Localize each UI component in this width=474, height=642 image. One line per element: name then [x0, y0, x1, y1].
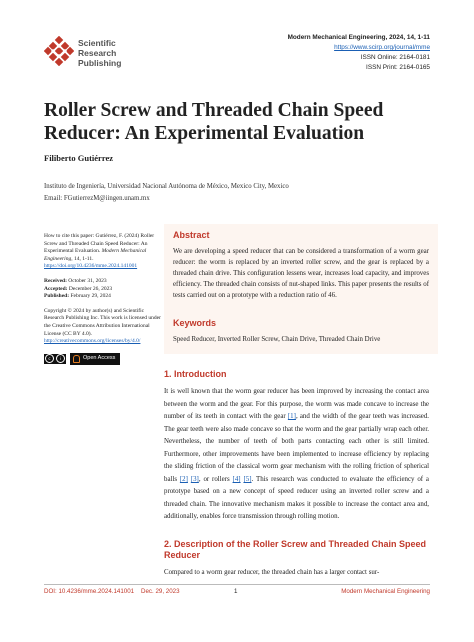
article-sidebar [44, 233, 164, 365]
ref-2-link[interactable]: [2] [179, 475, 188, 483]
keywords-heading: Keywords [173, 318, 217, 328]
published-label: Published: [44, 293, 70, 300]
ref-1-link[interactable]: [1] [287, 413, 296, 420]
abstract-heading: Abstract [173, 230, 210, 240]
section-1-heading: 1. Introduction [164, 369, 227, 379]
copyright-block [44, 308, 164, 346]
accepted-date: December 26, 2023 [68, 285, 113, 292]
doi-link[interactable]: https://doi.org/10.4236/mme.2024.141001 [44, 263, 138, 270]
publisher-logo [44, 36, 174, 70]
open-lock-icon [73, 355, 80, 363]
issn-print: ISSN Print: 2164-0165 [366, 64, 430, 71]
scirp-logo-icon [44, 36, 74, 66]
author-name: Filiberto Gutiérrez [44, 153, 113, 163]
ref-3-link[interactable]: [3] [190, 475, 199, 483]
issn-online: ISSN Online: 2164-0181 [360, 54, 430, 61]
open-access-badge[interactable] [70, 353, 120, 365]
abstract-text: We are developing a speed reducer that can be considered a transformation of a worm gear reducer: the worm is replaced by an inverted roller screw, and the gear is replaced by a threaded chain drive. This configuration lessens wear, increases load capacity, and improves efficiency. The threaded chain consists of nut-shaped links. This paper presents the results of tests carried out on a prototype with a reduction ratio of 46. [173, 248, 429, 299]
cc-by-badge-icon[interactable]: c i [44, 354, 66, 364]
keywords-text: Speed Reducer, Inverted Roller Screw, Chain Drive, Threaded Chain Drive [173, 336, 381, 343]
affiliation: Instituto de Ingeniería, Universidad Nacional Autónoma de México, Mexico City, Mexico [44, 183, 289, 190]
journal-url-link[interactable]: https://www.scirp.org/journal/mme [334, 44, 430, 51]
footer-divider [44, 584, 430, 585]
ref-5-link[interactable]: [5] [243, 475, 252, 483]
received-date: October 31, 2023 [68, 277, 107, 284]
logo-line-1: Scientific [78, 38, 116, 48]
logo-line-3: Publishing [78, 58, 122, 68]
paper-title: Roller Screw and Threaded Chain Speed Reducer: An Experimental Evaluation [44, 100, 384, 144]
page-number: 1 [234, 588, 238, 595]
footer-doi[interactable]: DOI: 10.4236/mme.2024.141001 Dec. 29, 2023 [44, 588, 180, 595]
dates-block [44, 278, 164, 301]
author-email[interactable]: Email: FGutierrezM@iingen.unam.mx [44, 195, 150, 202]
s1-text-b: , and the width of the gear teeth was increased. The gear teeth were also made concave so that the worm and the gear partially wrap each other. Nevertheless, the number of teeth of both parts contacting each other is still limited. Furthermore, other improvements have been implemented to increase efficiency by replacing the sliding friction of the classical worm gear mechanism with the rolling friction of spherical balls [164, 413, 429, 483]
citation-journal: Modern Mechanical Engineering [44, 248, 147, 262]
logo-line-2: Research [78, 48, 117, 58]
footer-journal: Modern Mechanical Engineering [341, 588, 430, 595]
journal-name: Modern Mechanical Engineering, 2024, 14, 1-11 [287, 34, 430, 41]
published-date: February 29, 2024 [70, 293, 111, 300]
page-footer [44, 588, 430, 598]
citation-block [44, 233, 164, 271]
accepted-label: Accepted: [44, 285, 68, 292]
citation-volume: , 14, 1-11. [71, 255, 94, 262]
license-badges [44, 353, 164, 365]
s1-text-d: . This research was conducted to evaluate the efficiency of a prototype based on a new concept of speed reducer using an inverted roller screw and a threaded chain. The innovative mechanism makes it possible to increase the contact area and, additionally, enables force transmission through rolling motion. [164, 475, 429, 520]
section-2-text: Compared to a worm gear reducer, the threaded chain has a larger contact sur- [164, 569, 380, 576]
section-1-text [164, 386, 429, 524]
citation-text: How to cite this paper: Gutiérrez, F. (2024) Roller Screw and Threaded Chain Speed Reducer: An Experimental Evaluation. [44, 233, 155, 255]
journal-info [288, 33, 430, 73]
copyright-text: Copyright © 2024 by author(s) and Scientific Research Publishing Inc. This work is licensed under the Creative Commons Attribution International License (CC BY 4.0). [44, 307, 161, 337]
s1-text-c: , or rollers [198, 475, 233, 483]
ref-4-link[interactable]: [4] [232, 475, 241, 483]
s1-text-a: It is well known that the worm gear reducer has been improved by increasing the contact area between the worm and the gear. For this purpose, the worm was made concave to increase the number of its teeth in contact with the gear [164, 388, 429, 420]
license-link[interactable]: http://creativecommons.org/licenses/by/4.0/ [44, 338, 141, 345]
section-2-heading: 2. Description of the Roller Screw and Threaded Chain Speed Reducer [164, 539, 427, 560]
received-label: Received: [44, 277, 67, 284]
open-access-label: Open Access [83, 354, 116, 361]
